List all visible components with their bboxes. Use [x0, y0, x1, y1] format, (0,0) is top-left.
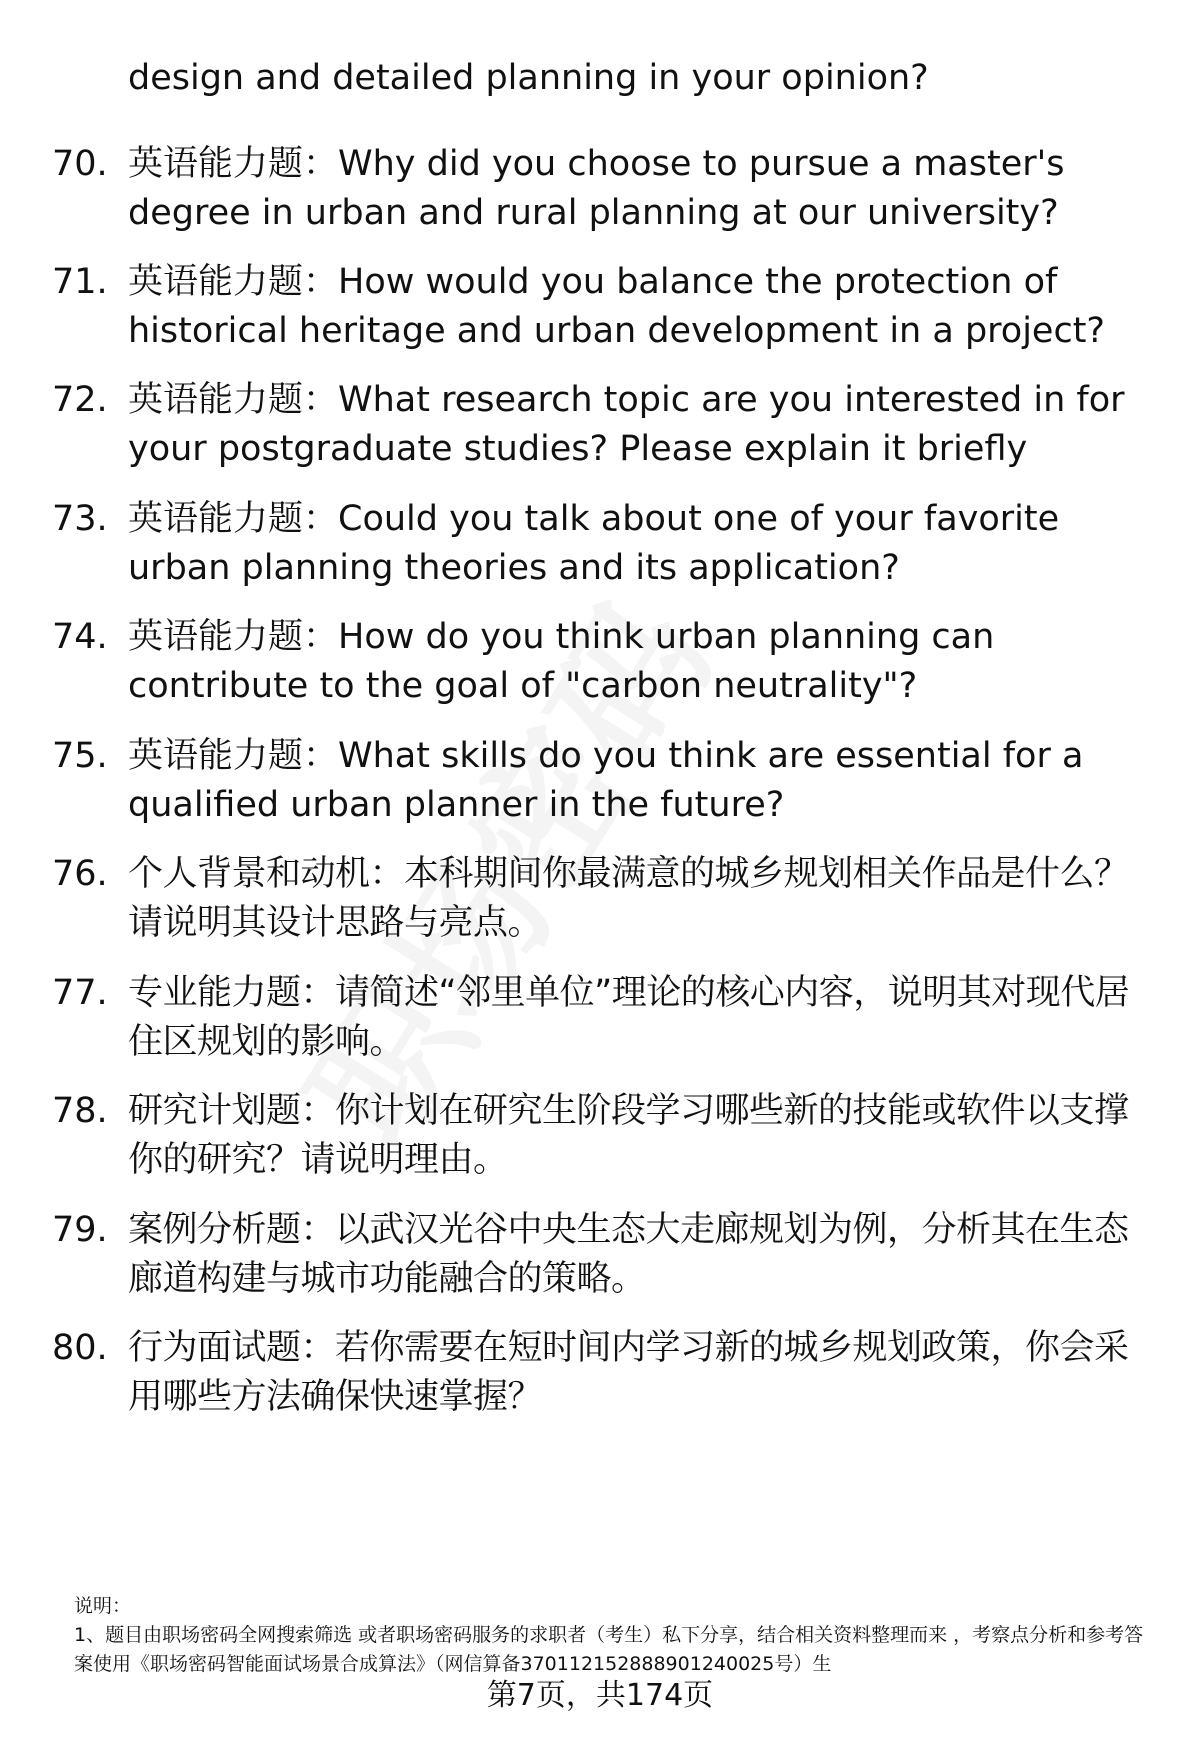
question-text: 行为面试题：若你需要在短时间内学习新的城乡规划政策，你会采用哪些方法确保快速掌握？ — [128, 1328, 1129, 1417]
question-number: 80. — [52, 1328, 108, 1368]
question-number: 72. — [52, 380, 108, 420]
question-text: 英语能力题：Could you talk about one of your favorite urban planning theories and its application? — [128, 499, 1060, 588]
question-text: 个人背景和动机：本科期间你最满意的城乡规划相关作品是什么？请说明其设计思路与亮点。 — [128, 854, 1129, 943]
question-number: 73. — [52, 499, 108, 539]
question-number: 71. — [52, 262, 108, 302]
question-number: 79. — [52, 1210, 108, 1250]
question-text: 专业能力题：请简述“邻里单位”理论的核心内容，说明其对现代居住区规划的影响。 — [128, 973, 1130, 1062]
question-number: 75. — [52, 736, 108, 776]
question-item — [0, 850, 1200, 960]
question-item — [0, 1206, 1200, 1316]
question-number: 74. — [52, 617, 108, 657]
page-number: 第7页，共174页 — [486, 1678, 714, 1713]
question-item — [0, 613, 1200, 723]
question-item — [0, 140, 1200, 250]
question-item — [0, 376, 1200, 486]
notes-text: 1、题目由职场密码全网搜索筛选 或者职场密码服务的求职者（考生）私下分享，结合相关资料整理而来 ，考察点分析和参考答案使用《职场密码智能面试场景合成算法》（网信算备370112152888901240025号）生 — [74, 1624, 1144, 1675]
notes-section — [74, 1592, 1154, 1679]
question-number: 70. — [52, 144, 108, 184]
question-number: 76. — [52, 854, 108, 894]
question-number: 77. — [52, 973, 108, 1013]
question-item — [0, 1324, 1200, 1434]
question-item — [0, 1087, 1200, 1197]
question-text: 英语能力题：What skills do you think are essential for a qualified urban planner in the future? — [128, 736, 1084, 825]
question-text: 研究计划题：你计划在研究生阶段学习哪些新的技能或软件以支撑你的研究？请说明理由。 — [128, 1091, 1129, 1180]
notes-label: 说明： — [74, 1595, 132, 1617]
question-text: 英语能力题：What research topic are you interested in for your postgraduate studies? Please explain it briefly — [128, 380, 1125, 469]
question-item — [0, 495, 1200, 605]
question-text: 英语能力题：How do you think urban planning can contribute to the goal of "carbon neutrality"? — [128, 617, 995, 706]
question-text: 案例分析题：以武汉光谷中央生态大走廊规划为例，分析其在生态廊道构建与城市功能融合的策略。 — [128, 1210, 1129, 1299]
question-text: 英语能力题：How would you balance the protection of historical heritage and urban development in a project? — [128, 262, 1105, 351]
question-number: 78. — [52, 1091, 108, 1131]
question-item — [0, 969, 1200, 1079]
question-item — [0, 732, 1200, 842]
question-text: 英语能力题：Why did you choose to pursue a master's degree in urban and rural planning at our university? — [128, 144, 1065, 233]
question-continuation: design and detailed planning in your opinion? — [128, 58, 929, 98]
question-item — [0, 258, 1200, 368]
